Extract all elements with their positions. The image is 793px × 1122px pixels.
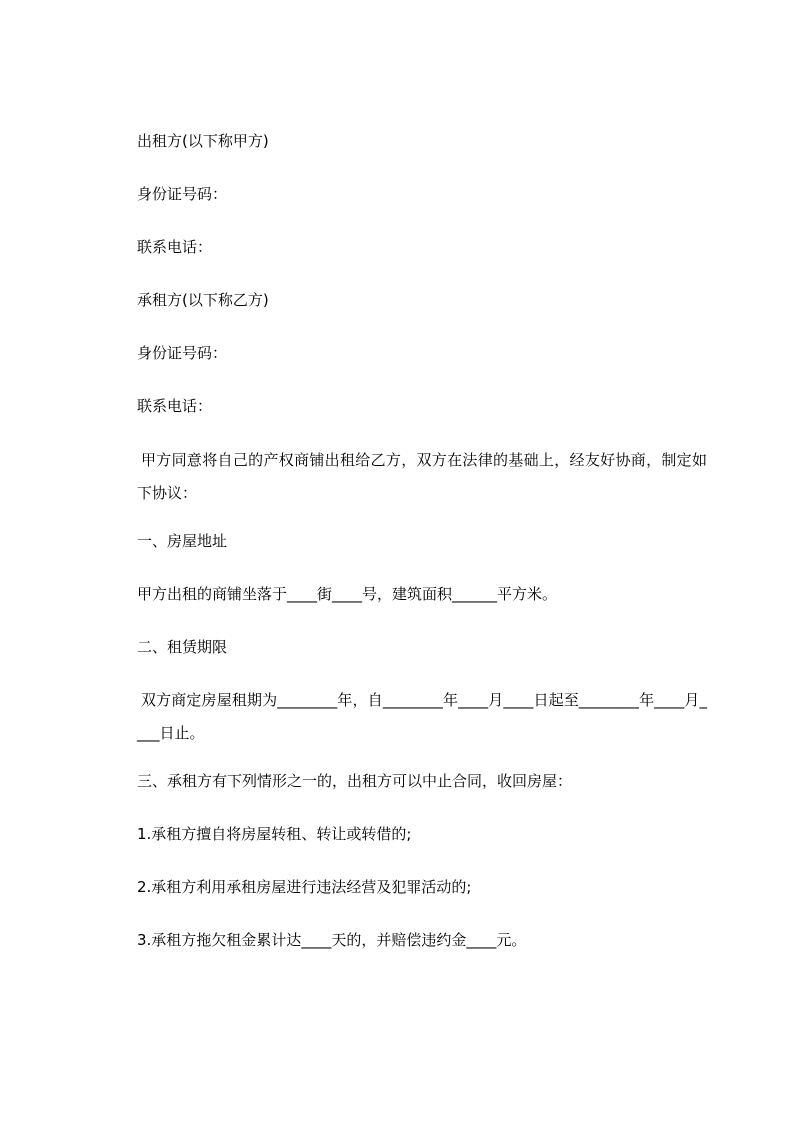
lessee-id-label: 身份证号码： — [137, 344, 228, 362]
lessee-label: 承租方(以下称乙方) — [137, 291, 269, 309]
clause-3: 3.承租方拖欠租金累计达____天的，并赔偿违约金____元。 — [137, 931, 527, 949]
lessor-phone-label: 联系电话： — [137, 238, 213, 256]
lessor-label: 出租方(以下称甲方) — [137, 132, 269, 150]
clause-2: 2.承租方利用承租房屋进行违法经营及犯罪活动的; — [137, 878, 472, 896]
intro-paragraph: 甲方同意将自己的产权商铺出租给乙方，双方在法律的基础上，经友好协商，制定如下协议： — [137, 451, 707, 502]
lessor-id-label: 身份证号码： — [137, 185, 228, 203]
section-1-body: 甲方出租的商铺坐落于____街____号，建筑面积______平方米。 — [137, 585, 558, 603]
section-1-title: 一、房屋地址 — [137, 532, 228, 550]
section-2-title: 二、租赁期限 — [137, 638, 228, 656]
section-2-body: 双方商定房屋租期为________年，自________年____月____日起至________年____月____日止。 — [137, 691, 707, 742]
lessee-phone-label: 联系电话： — [137, 397, 213, 415]
clause-1: 1.承租方擅自将房屋转租、转让或转借的; — [137, 825, 412, 843]
section-3-title: 三、承租方有下列情形之一的，出租方可以中止合同，收回房屋： — [137, 772, 573, 790]
